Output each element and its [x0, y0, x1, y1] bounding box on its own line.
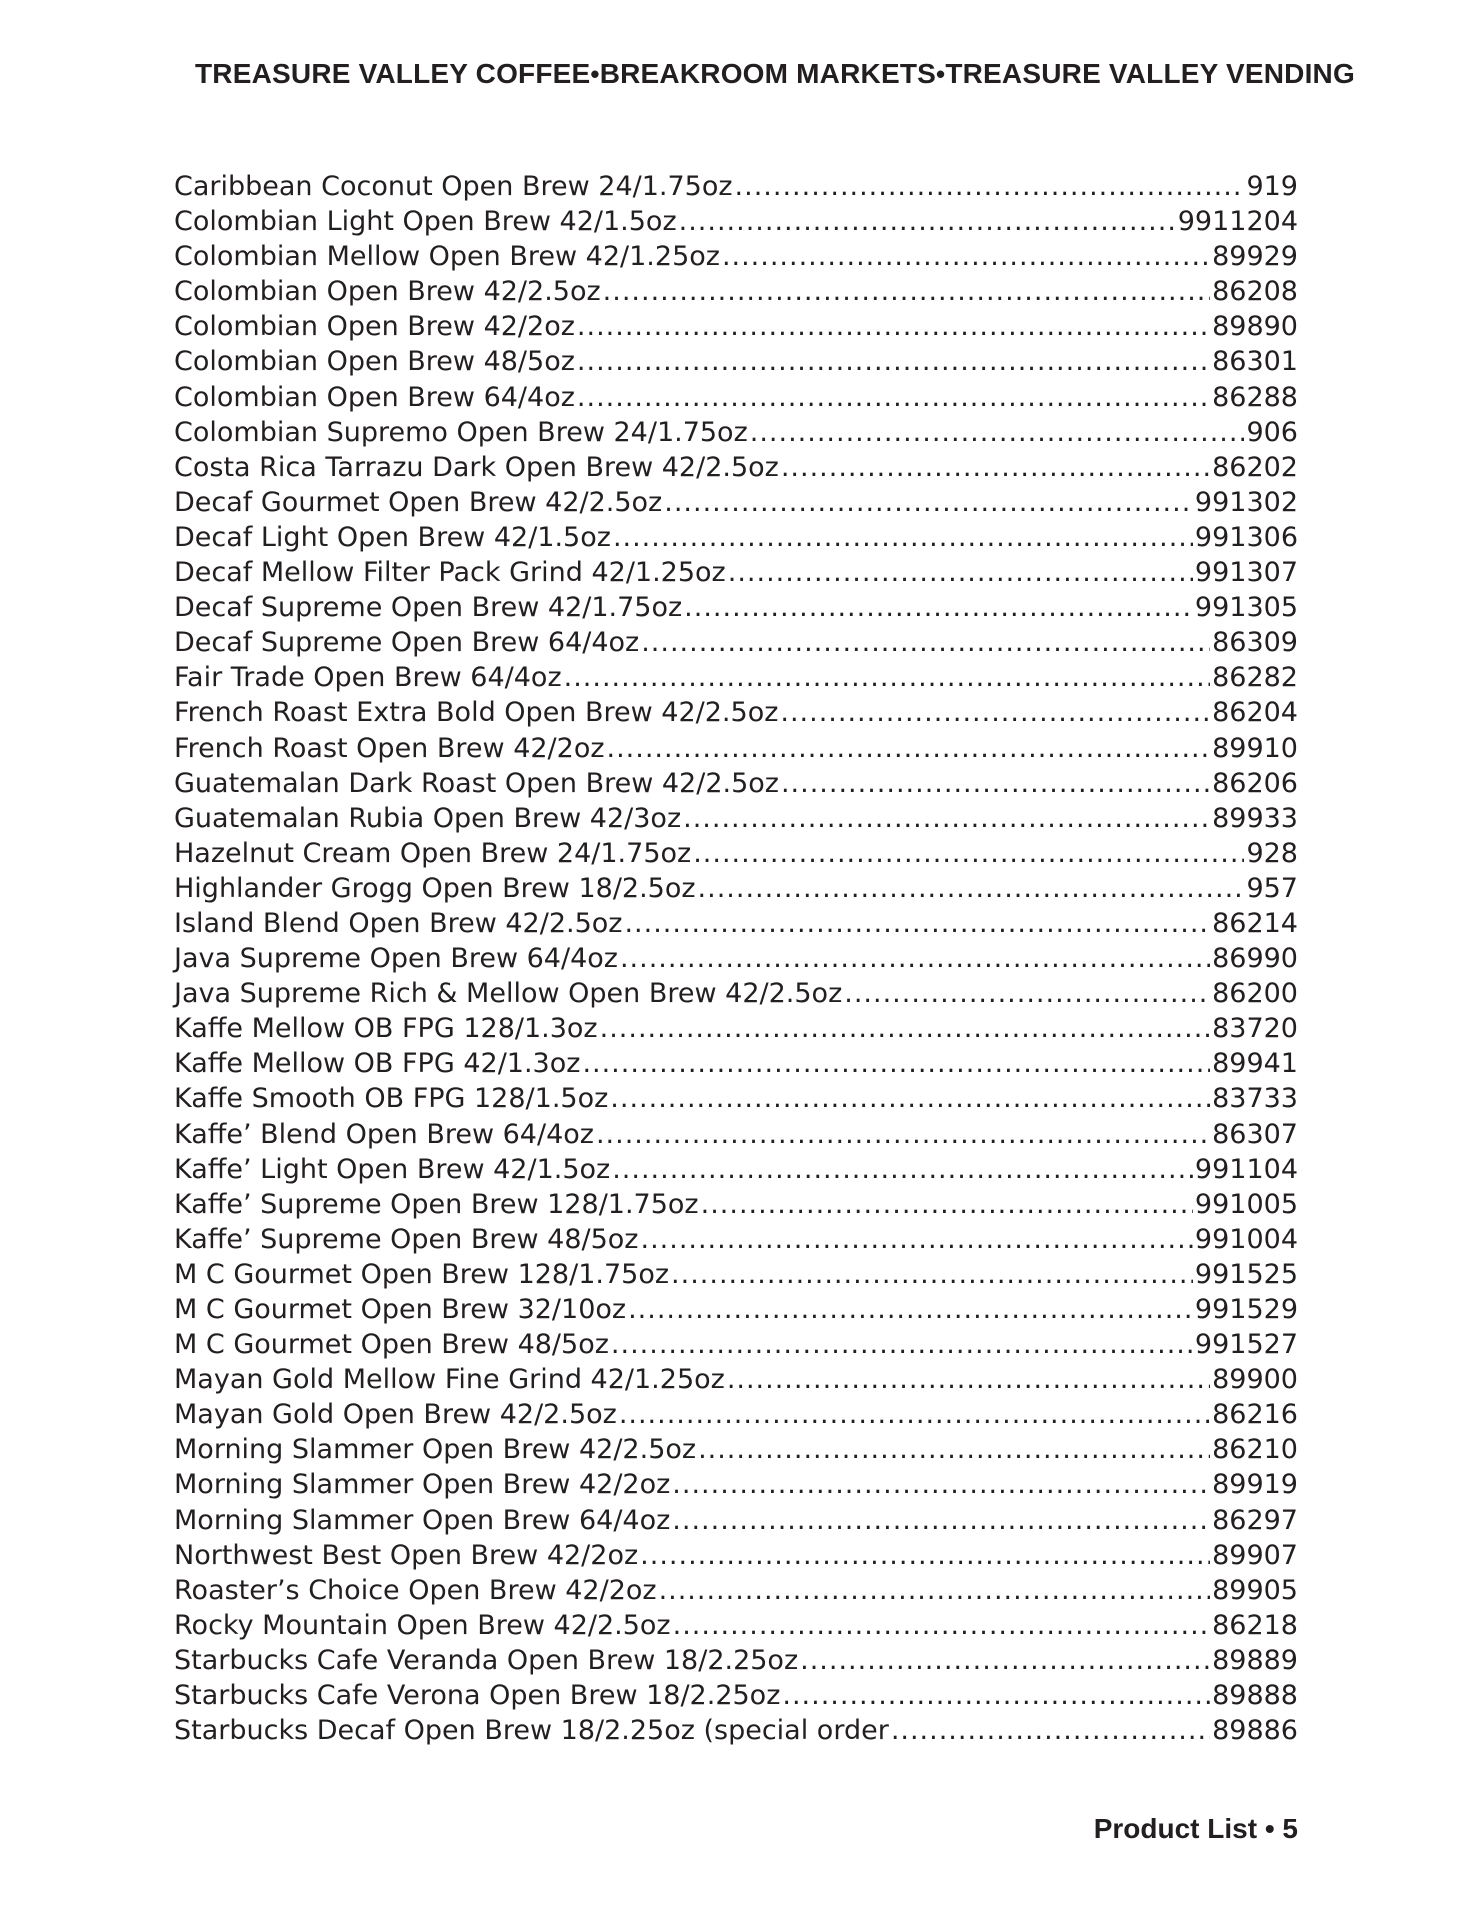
product-name: Kaffe’ Light Open Brew 42/1.5oz [174, 1153, 611, 1185]
product-code: 89919 [1212, 1469, 1298, 1501]
product-name: French Roast Extra Bold Open Brew 42/2.5oz [174, 697, 779, 729]
product-row [174, 274, 1298, 309]
dot-leader [781, 450, 1210, 485]
product-row [174, 204, 1298, 239]
dot-leader [613, 520, 1193, 555]
dot-leader [891, 1713, 1210, 1748]
product-name: Decaf Supreme Open Brew 64/4oz [174, 627, 640, 659]
product-code: 991302 [1194, 486, 1298, 518]
product-code: 89933 [1212, 802, 1298, 834]
product-row [174, 1397, 1298, 1432]
product-row [174, 1257, 1298, 1292]
product-code: 86309 [1212, 627, 1298, 659]
dot-leader [722, 239, 1210, 274]
header-company-vending: TREASURE VALLEY VENDING [945, 58, 1355, 89]
product-name: Kaffe Smooth OB FPG 128/1.5oz [174, 1083, 609, 1115]
product-name: Island Blend Open Brew 42/2.5oz [174, 907, 623, 939]
dot-leader [673, 1608, 1210, 1643]
product-name: Highlander Grogg Open Brew 18/2.5oz [174, 872, 696, 904]
product-name: Starbucks Cafe Veranda Open Brew 18/2.25oz [174, 1644, 799, 1676]
product-row [174, 1292, 1298, 1327]
dot-leader [684, 590, 1193, 625]
dot-leader [624, 906, 1210, 941]
product-row [174, 1538, 1298, 1573]
product-row [174, 695, 1298, 730]
product-row [174, 1362, 1298, 1397]
product-code: 86208 [1212, 276, 1298, 308]
header-company-markets: BREAKROOM MARKETS [599, 58, 937, 89]
product-name: Caribbean Coconut Open Brew 24/1.75oz [174, 171, 733, 202]
dot-leader [679, 204, 1176, 239]
dot-leader [671, 1257, 1193, 1292]
product-name: M C Gourmet Open Brew 48/5oz [174, 1329, 609, 1361]
product-code: 9911204 [1177, 206, 1298, 238]
dot-leader [564, 660, 1210, 695]
product-code: 89907 [1212, 1539, 1298, 1571]
product-name: Java Supreme Rich & Mellow Open Brew 42/2.5oz [174, 978, 843, 1010]
product-code: 86206 [1212, 767, 1298, 799]
product-code: 906 [1246, 416, 1298, 448]
product-name: M C Gourmet Open Brew 32/10oz [174, 1294, 627, 1325]
dot-leader [698, 1432, 1210, 1467]
page-header [195, 58, 1355, 90]
dot-leader [620, 941, 1210, 976]
product-row [174, 344, 1298, 379]
product-name: Roaster’s Choice Open Brew 42/2oz [174, 1574, 657, 1606]
product-name: Decaf Supreme Open Brew 42/1.75oz [174, 592, 683, 624]
product-code: 89889 [1212, 1644, 1298, 1676]
product-row [174, 941, 1298, 976]
product-code: 957 [1246, 872, 1298, 904]
product-name: Colombian Open Brew 64/4oz [174, 381, 575, 413]
product-row [174, 801, 1298, 836]
product-name: Decaf Mellow Filter Pack Grind 42/1.25oz [174, 557, 726, 589]
product-code: 991529 [1194, 1294, 1298, 1325]
product-row [174, 766, 1298, 801]
product-row [174, 239, 1298, 274]
product-row [174, 1117, 1298, 1152]
product-code: 919 [1246, 171, 1298, 202]
product-name: Mayan Gold Open Brew 42/2.5oz [174, 1399, 617, 1431]
product-name: Morning Slammer Open Brew 42/2.5oz [174, 1434, 697, 1466]
dot-leader [596, 1117, 1210, 1152]
product-row [174, 450, 1298, 485]
product-row [174, 1678, 1298, 1713]
product-code: 991305 [1194, 592, 1298, 624]
dot-leader [577, 309, 1210, 344]
product-code: 991527 [1194, 1329, 1298, 1361]
dot-leader [693, 836, 1244, 871]
product-code: 86214 [1212, 907, 1298, 939]
product-row [174, 1222, 1298, 1257]
product-name: Rocky Mountain Open Brew 42/2.5oz [174, 1609, 671, 1641]
product-row [174, 871, 1298, 906]
product-name: Mayan Gold Mellow Fine Grind 42/1.25oz [174, 1364, 725, 1396]
product-code: 89890 [1212, 311, 1298, 343]
product-name: Guatemalan Dark Roast Open Brew 42/2.5oz [174, 767, 779, 799]
product-row [174, 625, 1298, 660]
product-name: M C Gourmet Open Brew 128/1.75oz [174, 1258, 670, 1290]
product-name: Kaffe Mellow OB FPG 128/1.3oz [174, 1013, 598, 1045]
product-code: 86297 [1212, 1504, 1298, 1536]
product-code: 991307 [1194, 557, 1298, 589]
product-row [174, 1187, 1298, 1222]
product-name: Kaffe’ Blend Open Brew 64/4oz [174, 1118, 594, 1150]
product-code: 89929 [1212, 241, 1298, 273]
dot-leader [735, 169, 1245, 204]
product-code: 991525 [1194, 1258, 1298, 1290]
product-code: 86288 [1212, 381, 1298, 413]
product-code: 86216 [1212, 1399, 1298, 1431]
dot-leader [612, 1152, 1193, 1187]
product-row [174, 1503, 1298, 1538]
product-name: French Roast Open Brew 42/2oz [174, 732, 605, 764]
dot-leader [607, 731, 1211, 766]
product-name: Guatemalan Rubia Open Brew 42/3oz [174, 802, 682, 834]
product-code: 86282 [1212, 662, 1298, 694]
product-code: 89910 [1212, 732, 1298, 764]
product-name: Colombian Mellow Open Brew 42/1.25oz [174, 241, 720, 273]
product-code: 89900 [1212, 1364, 1298, 1396]
dot-leader [800, 1643, 1210, 1678]
product-code: 89886 [1212, 1715, 1298, 1747]
product-name: Decaf Light Open Brew 42/1.5oz [174, 521, 611, 553]
dot-leader [640, 1538, 1210, 1573]
dot-leader [619, 1397, 1210, 1432]
product-row [174, 309, 1298, 344]
dot-leader [641, 625, 1210, 660]
product-name: Colombian Open Brew 42/2.5oz [174, 276, 601, 308]
product-code: 86218 [1212, 1609, 1298, 1641]
product-code: 89888 [1212, 1680, 1298, 1712]
product-row [174, 1081, 1298, 1116]
dot-leader [750, 415, 1245, 450]
product-name: Starbucks Decaf Open Brew 18/2.25oz (special order [174, 1715, 889, 1747]
product-row [174, 1713, 1298, 1748]
product-code: 83733 [1212, 1083, 1298, 1115]
dot-leader [610, 1081, 1210, 1116]
product-code: 86204 [1212, 697, 1298, 729]
dot-leader [664, 485, 1193, 520]
product-code: 991306 [1194, 521, 1298, 553]
product-code: 89905 [1212, 1574, 1298, 1606]
product-row [174, 520, 1298, 555]
dot-leader [701, 1187, 1193, 1222]
dot-leader [698, 871, 1245, 906]
dot-leader [659, 1573, 1211, 1608]
product-row [174, 1152, 1298, 1187]
dot-leader [611, 1327, 1193, 1362]
product-name: Kaffe’ Supreme Open Brew 48/5oz [174, 1223, 639, 1255]
dot-leader [577, 344, 1210, 379]
product-row [174, 976, 1298, 1011]
product-name: Hazelnut Cream Open Brew 24/1.75oz [174, 837, 692, 869]
product-row [174, 1432, 1298, 1467]
dot-leader [781, 766, 1210, 801]
product-name: Fair Trade Open Brew 64/4oz [174, 662, 562, 694]
product-row [174, 415, 1298, 450]
dot-leader [782, 1678, 1210, 1713]
product-name: Java Supreme Open Brew 64/4oz [174, 943, 618, 975]
product-name: Colombian Open Brew 42/2oz [174, 311, 575, 343]
product-row [174, 660, 1298, 695]
dot-leader [628, 1292, 1193, 1327]
dot-leader [728, 555, 1193, 590]
page-footer: Product List • 5 [1093, 1813, 1298, 1844]
product-code: 991004 [1194, 1223, 1298, 1255]
dot-leader [672, 1467, 1210, 1502]
product-row [174, 1327, 1298, 1362]
product-row [174, 1608, 1298, 1643]
product-name: Colombian Supremo Open Brew 24/1.75oz [174, 416, 748, 448]
product-row [174, 590, 1298, 625]
dot-leader [640, 1222, 1192, 1257]
product-code: 991005 [1194, 1188, 1298, 1220]
dot-leader [844, 976, 1210, 1011]
dot-leader [600, 1011, 1210, 1046]
product-list [174, 169, 1298, 1748]
product-row [174, 836, 1298, 871]
product-name: Morning Slammer Open Brew 42/2oz [174, 1469, 671, 1501]
product-code: 89941 [1212, 1048, 1298, 1080]
product-code: 86990 [1212, 943, 1298, 975]
product-name: Northwest Best Open Brew 42/2oz [174, 1539, 639, 1571]
product-name: Decaf Gourmet Open Brew 42/2.5oz [174, 486, 663, 518]
product-code: 86202 [1212, 451, 1298, 483]
product-name: Colombian Open Brew 48/5oz [174, 346, 575, 378]
product-name: Costa Rica Tarrazu Dark Open Brew 42/2.5oz [174, 451, 779, 483]
product-row [174, 906, 1298, 941]
product-row [174, 485, 1298, 520]
product-row [174, 1467, 1298, 1502]
product-row [174, 1011, 1298, 1046]
product-code: 83720 [1212, 1013, 1298, 1045]
dot-leader [780, 695, 1210, 730]
product-row [174, 380, 1298, 415]
product-name: Kaffe’ Supreme Open Brew 128/1.75oz [174, 1188, 699, 1220]
product-row [174, 169, 1298, 204]
product-code: 991104 [1194, 1153, 1298, 1185]
header-company-coffee: TREASURE VALLEY COFFEE [195, 58, 591, 89]
product-name: Morning Slammer Open Brew 64/4oz [174, 1504, 671, 1536]
product-code: 86210 [1212, 1434, 1298, 1466]
dot-leader [577, 380, 1210, 415]
product-row [174, 1573, 1298, 1608]
product-row [174, 1643, 1298, 1678]
product-row [174, 555, 1298, 590]
dot-leader [683, 801, 1210, 836]
product-row [174, 1046, 1298, 1081]
product-code: 86307 [1212, 1118, 1298, 1150]
dot-leader [582, 1046, 1210, 1081]
product-code: 86200 [1212, 978, 1298, 1010]
product-name: Kaffe Mellow OB FPG 42/1.3oz [174, 1048, 581, 1080]
header-bullet-separator: • [936, 58, 946, 89]
product-name: Starbucks Cafe Verona Open Brew 18/2.25oz [174, 1680, 781, 1712]
dot-leader [727, 1362, 1210, 1397]
product-row [174, 731, 1298, 766]
product-name: Colombian Light Open Brew 42/1.5oz [174, 206, 677, 238]
product-code: 928 [1246, 837, 1298, 869]
header-bullet-separator: • [590, 58, 600, 89]
product-code: 86301 [1212, 346, 1298, 378]
dot-leader [603, 274, 1210, 309]
dot-leader [672, 1503, 1210, 1538]
